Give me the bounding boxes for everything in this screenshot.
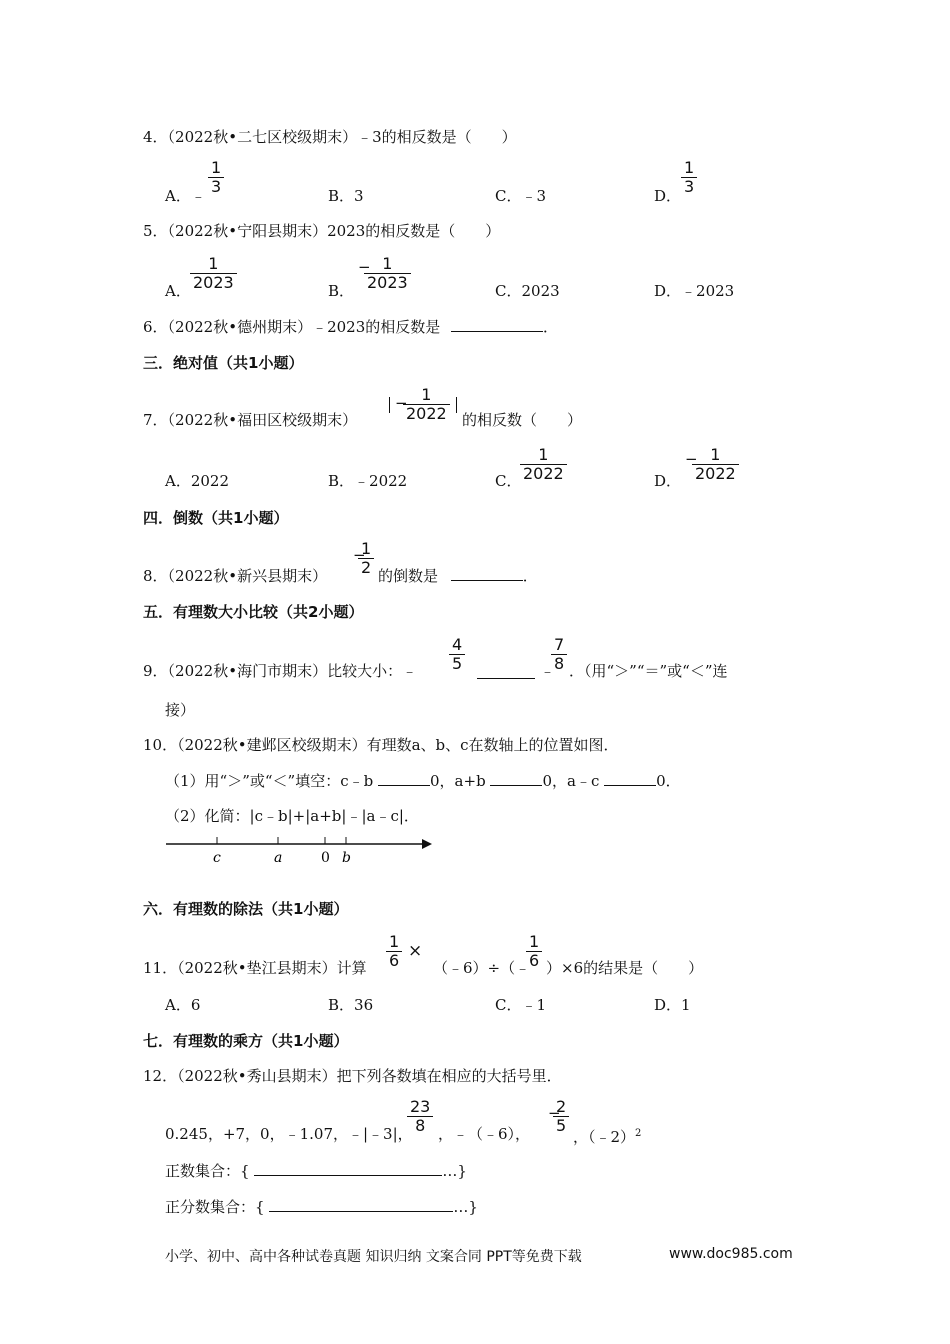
q5-text: 5．（2022秋•宁阳县期末）2023的相反数是（ ） bbox=[143, 222, 501, 240]
denominator: 5 bbox=[449, 654, 465, 673]
numerator: 1 bbox=[529, 932, 540, 951]
q5-option-b-minus: − bbox=[358, 258, 371, 276]
q12-numbers-c-text: ，（﹣2） bbox=[573, 1128, 636, 1146]
q5-option-b-fraction bbox=[364, 255, 411, 292]
q7-abs-minus: − bbox=[395, 394, 408, 412]
q6-answer-blank[interactable] bbox=[451, 317, 543, 332]
q10-part1 bbox=[165, 771, 681, 791]
denominator: 2 bbox=[358, 558, 374, 577]
section-4-heading: 四．倒数（共1小题） bbox=[143, 509, 289, 527]
q6-text bbox=[143, 317, 558, 337]
q4-option-c: C．﹣3 bbox=[495, 187, 547, 205]
q10-blank-3[interactable] bbox=[604, 771, 656, 786]
q5-option-b-label: B． bbox=[328, 282, 355, 300]
q10-part1-a: （1）用“＞”或“＜”填空：c﹣b bbox=[165, 772, 374, 790]
q12-set2-end: …} bbox=[453, 1198, 478, 1216]
label-c: c bbox=[213, 850, 221, 866]
denominator: 6 bbox=[526, 951, 542, 970]
numerator: 1 bbox=[421, 385, 432, 404]
numerator: 1 bbox=[382, 254, 393, 273]
q9-fraction-1 bbox=[449, 636, 465, 673]
q5-option-a-label: A． bbox=[165, 282, 191, 300]
q12-numbers-a: 0.245，+7，0，﹣1.07，﹣|﹣3|， bbox=[165, 1125, 413, 1143]
q7-text-after: 的相反数（ ） bbox=[462, 411, 583, 429]
q12-set1-end: …} bbox=[442, 1162, 467, 1180]
numerator: 1 bbox=[538, 445, 549, 464]
q12-minus: − bbox=[548, 1104, 561, 1122]
number-line-arrow bbox=[422, 839, 432, 849]
q11-option-b: B．36 bbox=[328, 996, 374, 1014]
label-a: a bbox=[274, 850, 283, 866]
denominator: 2022 bbox=[692, 464, 739, 483]
q12-text: 12．（2022秋•秀山县期末）把下列各数填在相应的大括号里． bbox=[143, 1067, 562, 1085]
q9-fraction-2 bbox=[551, 636, 567, 673]
section-5-heading: 五．有理数大小比较（共2小题） bbox=[143, 603, 364, 621]
denominator: 6 bbox=[386, 951, 402, 970]
q10-part1-d: 0． bbox=[656, 772, 681, 790]
denominator: 5 bbox=[553, 1116, 569, 1135]
numerator: 2 bbox=[556, 1097, 567, 1116]
q7-option-c-label: C． bbox=[495, 472, 522, 490]
q12-fraction-2 bbox=[553, 1098, 569, 1135]
numerator: 1 bbox=[710, 445, 721, 464]
numerator: 1 bbox=[208, 254, 219, 273]
q12-set-positive-fraction bbox=[165, 1197, 478, 1217]
q7-option-a: A．2022 bbox=[165, 472, 230, 490]
numerator: 1 bbox=[389, 932, 400, 951]
q8-fraction bbox=[358, 540, 374, 577]
section-6-heading: 六．有理数的除法（共1小题） bbox=[143, 900, 349, 918]
q5-option-d: D．﹣2023 bbox=[654, 282, 735, 300]
q7-option-c-fraction bbox=[520, 446, 567, 483]
q7-abs-bar-left bbox=[389, 397, 390, 413]
q9-text-after: ．（用“＞”“＝”或“＜”连 bbox=[569, 662, 728, 680]
q5-option-c: C．2023 bbox=[495, 282, 560, 300]
q10-part1-b: 0，a+b bbox=[430, 772, 486, 790]
denominator: 2022 bbox=[403, 404, 450, 423]
q9-text-line2: 接） bbox=[165, 701, 196, 719]
q11-option-d: D．1 bbox=[654, 996, 691, 1014]
q4-option-a-label: A．﹣ bbox=[165, 187, 206, 205]
q12-numbers-c bbox=[573, 1124, 641, 1147]
q11-fraction-1 bbox=[386, 933, 402, 970]
numerator: 1 bbox=[684, 158, 695, 177]
q9-text-before: 9．（2022秋•海门市期末）比较大小：﹣ bbox=[143, 662, 418, 680]
q12-set1-label: 正数集合：{ bbox=[165, 1162, 250, 1180]
footer-text: 小学、初中、高中各种试卷真题 知识归纳 文案合同 PPT等免费下载 bbox=[165, 1249, 582, 1265]
q5-option-a-fraction bbox=[190, 255, 237, 292]
q12-exponent: 2 bbox=[635, 1128, 642, 1139]
numerator: 7 bbox=[554, 635, 565, 654]
q4-option-d-fraction bbox=[681, 159, 697, 196]
q12-set2-blank[interactable] bbox=[269, 1197, 453, 1212]
denominator: 8 bbox=[551, 654, 567, 673]
q11-text-before: 11．（2022秋•垫江县期末）计算 bbox=[143, 959, 367, 977]
q8-period: ． bbox=[522, 567, 538, 585]
section-7-heading: 七．有理数的乘方（共1小题） bbox=[143, 1032, 349, 1050]
denominator: 2022 bbox=[520, 464, 567, 483]
denominator: 2023 bbox=[364, 273, 411, 292]
numerator: 1 bbox=[361, 539, 372, 558]
denominator: 8 bbox=[407, 1116, 433, 1135]
q7-option-b: B．﹣2022 bbox=[328, 472, 408, 490]
q10-part2: （2）化简：|c﹣b|+|a+b|﹣|a﹣c|． bbox=[165, 807, 419, 825]
q12-set1-blank[interactable] bbox=[254, 1161, 442, 1176]
denominator: 3 bbox=[681, 177, 697, 196]
denominator: 3 bbox=[208, 177, 224, 196]
q4-option-a-fraction bbox=[208, 159, 224, 196]
label-0: 0 bbox=[321, 850, 330, 866]
q12-fraction-1 bbox=[407, 1098, 433, 1135]
q11-text-after: ）×6的结果是（ ） bbox=[546, 959, 704, 977]
q11-times: × bbox=[408, 941, 423, 961]
q12-numbers-b: ，﹣（﹣6）， bbox=[438, 1125, 531, 1143]
q6-question: 6．（2022秋•德州期末）﹣2023的相反数是 bbox=[143, 318, 441, 336]
q4-text: 4．（2022秋•二七区校级期末）﹣3的相反数是（ ） bbox=[143, 128, 517, 146]
q11-fraction-2 bbox=[526, 933, 542, 970]
label-b: b bbox=[342, 850, 351, 866]
q10-blank-2[interactable] bbox=[490, 771, 542, 786]
q8-text-after bbox=[378, 566, 538, 586]
q8-minus: − bbox=[353, 546, 366, 564]
q10-part1-c: 0，a﹣c bbox=[542, 772, 600, 790]
q8-question: 的倒数是 bbox=[378, 567, 439, 585]
number-line bbox=[160, 832, 440, 872]
q8-answer-blank[interactable] bbox=[451, 566, 523, 581]
q9-minus: ﹣ bbox=[540, 662, 556, 680]
q7-text-before: 7．（2022秋•福田区校级期末） bbox=[143, 411, 358, 429]
q7-option-d-minus: − bbox=[685, 450, 698, 468]
q11-mid: （﹣6）÷（﹣ bbox=[433, 959, 531, 977]
q4-option-d-label: D． bbox=[654, 187, 682, 205]
section-3-heading: 三．绝对值（共1小题） bbox=[143, 354, 304, 372]
q7-option-d-label: D． bbox=[654, 472, 682, 490]
q4-option-b: B．3 bbox=[328, 187, 364, 205]
q7-fraction bbox=[403, 386, 450, 423]
q7-option-d-fraction bbox=[692, 446, 739, 483]
denominator: 2023 bbox=[190, 273, 237, 292]
q10-blank-1[interactable] bbox=[378, 771, 430, 786]
numerator: 23 bbox=[410, 1097, 431, 1116]
q12-set-positive bbox=[165, 1161, 467, 1181]
q9-answer-blank[interactable] bbox=[477, 664, 535, 679]
q7-abs-bar-right bbox=[456, 397, 457, 413]
q11-option-a: A．6 bbox=[165, 996, 201, 1014]
q12-set2-label: 正分数集合：{ bbox=[165, 1198, 265, 1216]
q10-text: 10．（2022秋•建邺区校级期末）有理数a、b、c在数轴上的位置如图． bbox=[143, 736, 619, 754]
q8-text-before: 8．（2022秋•新兴县期末） bbox=[143, 567, 328, 585]
q11-option-c: C．﹣1 bbox=[495, 996, 547, 1014]
numerator: 1 bbox=[211, 158, 222, 177]
q6-period: ． bbox=[543, 318, 559, 336]
numerator: 4 bbox=[452, 635, 463, 654]
footer-link[interactable]: www.doc985.com bbox=[669, 1246, 793, 1262]
